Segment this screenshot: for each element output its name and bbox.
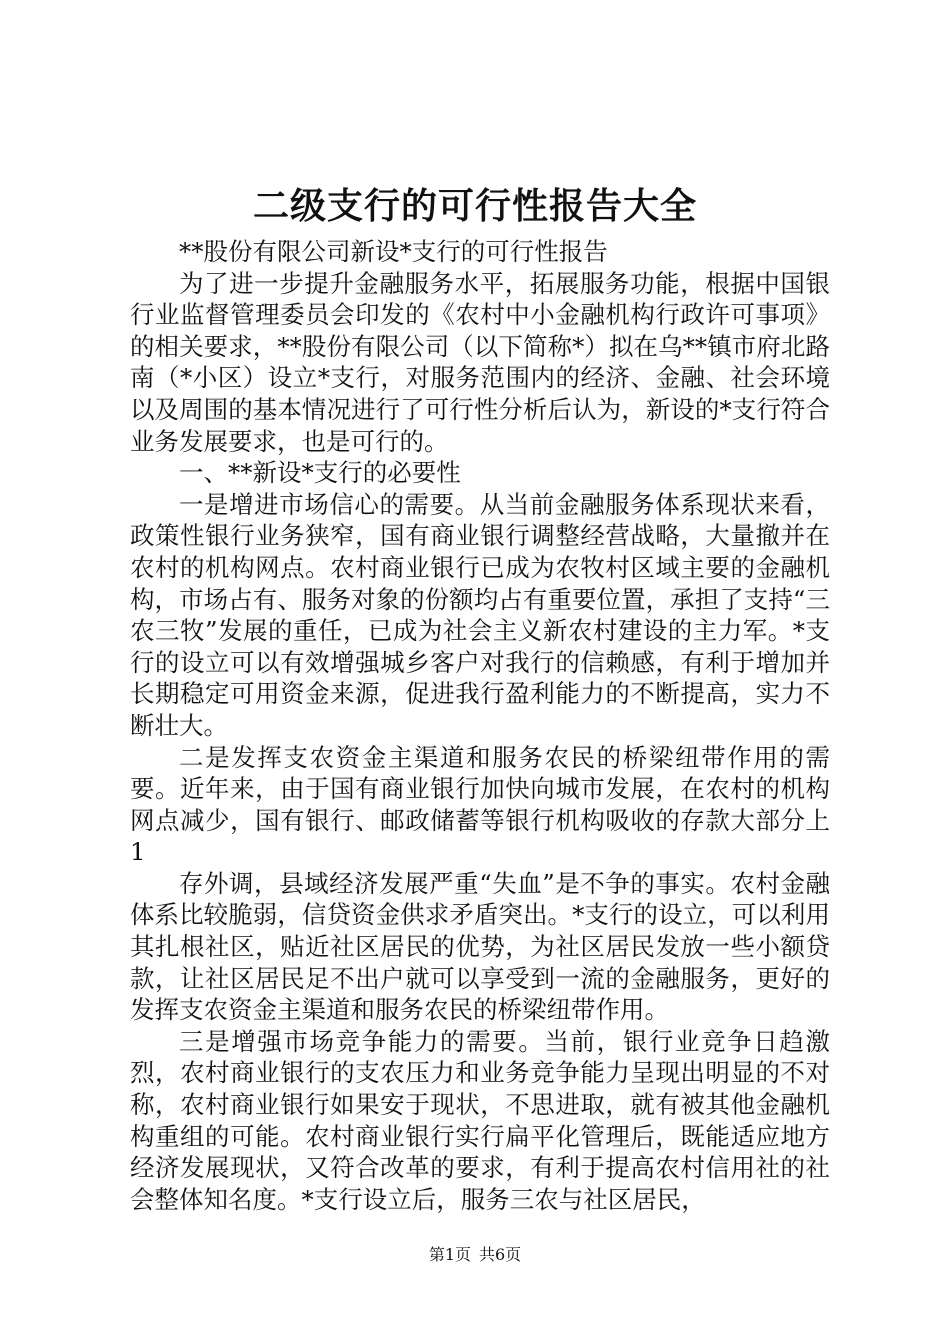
document-body bbox=[130, 236, 830, 1215]
body-paragraph: 三是增强市场竞争能力的需要。当前，银行业竞争日趋激烈，农村商业银行的支农压力和业务竞争能力呈现出明显的不对称，农村商业银行如果安于现状，不思进取，就有被其他金融机构重组的可能。农村商业银行实行扁平化管理后，既能适应地方经济发展现状，又符合改革的要求，有利于提高农村信用社的社会整体知名度。*支行设立后，服务三农与社区居民， bbox=[130, 1026, 830, 1214]
page-number: 第1页 bbox=[428, 1245, 471, 1264]
intro-paragraph: 为了进一步提升金融服务水平，拓展服务功能，根据中国银行业监督管理委员会印发的《农村中小金融机构行政许可事项》的相关要求，**股份有限公司（以下简称*）拟在乌**镇市府北路南（*小区）设立*支行，对服务范围内的经济、金融、社会环境以及周围的基本情况进行了可行性分析后认为，新设的*支行符合业务发展要求，也是可行的。 bbox=[130, 268, 830, 456]
body-paragraph: 存外调，县域经济发展严重“失血”是不争的事实。农村金融体系比较脆弱，信贷资金供求矛盾突出。*支行的设立，可以利用其扎根社区，贴近社区居民的优势，为社区居民发放一些小额贷款，让社区居民足不出户就可以享受到一流的金融服务，更好的发挥支农资金主渠道和服务农民的桥梁纽带作用。 bbox=[130, 868, 830, 1025]
page-footer bbox=[0, 1244, 950, 1266]
body-paragraph: 一是增进市场信心的需要。从当前金融服务体系现状来看，政策性银行业务狭窄，国有商业银行调整经营战略，大量撤并在农村的机构网点。农村商业银行已成为农牧村区域主要的金融机构，市场占有、服务对象的份额均占有重要位置，承担了支持“三农三牧”发展的重任，已成为社会主义新农村建设的主力军。*支行的设立可以有效增强城乡客户对我行的信赖感，有利于增加并长期稳定可用资金来源，促进我行盈利能力的不断提高，实力不断壮大。 bbox=[130, 489, 830, 740]
section-heading: 一、**新设*支行的必要性 bbox=[179, 458, 461, 488]
body-paragraph: 二是发挥支农资金主渠道和服务农民的桥梁纽带作用的需要。近年来，由于国有商业银行加快向城市发展，在农村的机构网点减少，国有银行、邮政储蓄等银行机构吸收的存款大部分上1 bbox=[130, 742, 830, 867]
page-total: 共6页 bbox=[479, 1245, 522, 1264]
page-title: 二级支行的可行性报告大全 bbox=[252, 185, 697, 227]
report-subtitle: **股份有限公司新设*支行的可行性报告 bbox=[179, 237, 608, 266]
